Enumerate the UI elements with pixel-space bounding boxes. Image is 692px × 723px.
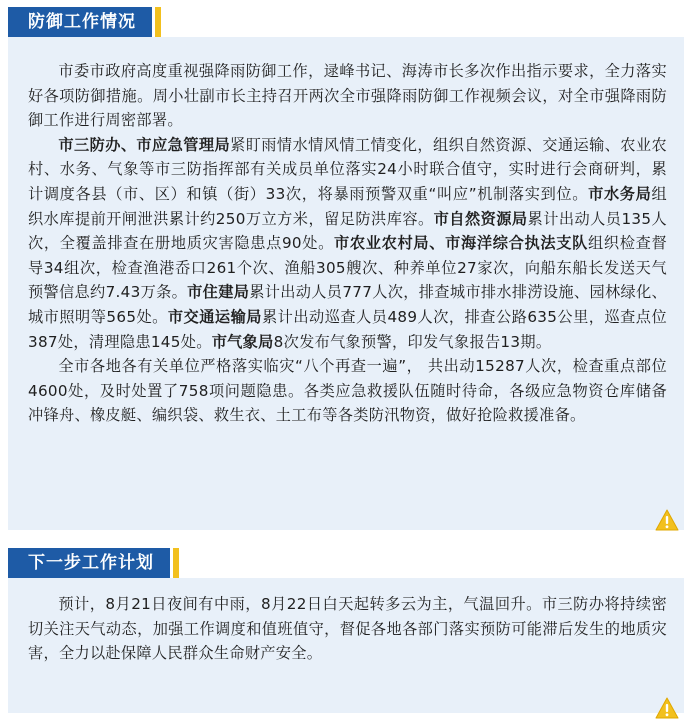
department-action: 累计出动巡查人员489人次，排查公路635公里，巡查点位387处，清理隐患145处。 (28, 307, 667, 351)
warning-triangle-icon (655, 697, 679, 719)
section-title: 防御工作情况 (8, 7, 152, 37)
department-action: 8次发布气象预警，印发气象报告13期。 (273, 332, 552, 351)
department-name: 市三防办、市应急管理局 (58, 135, 231, 154)
paragraph-plan: 预计，8月21日夜间有中雨，8月22日白天起转多云为主，气温回升。市三防办将持续密切关注天气动态，加强工作调度和值班值守，督促各地各部门落实预防可能滞后发生的地质灾害，全力以赴保障人民群众生命财产安全。 (28, 595, 667, 663)
section-header-next-plan (8, 548, 179, 578)
next-plan-content-panel (8, 578, 684, 713)
defense-content-panel (8, 37, 684, 530)
paragraph-departments (28, 133, 667, 354)
department-name: 市气象局 (211, 332, 274, 351)
department-action: 紧盯雨情水情风情工情变化，组织自然资源、交通运输、农业农村、水务、气象等市三防指挥部有关成员单位落实24小时联合值守，实时进行会商研判，累计调度各县（市、区）和镇（街）33次，将暴雨预警双重“叫应”机制落实到位。 (28, 135, 667, 203)
paragraph-summary: 全市各地各有关单位严格落实临灾“八个再查一遍”， 共出动15287人次，检查重点部位4600处，及时处置了758项问题隐患。各类应急救援队伍随时待命，各级应急物资仓库储备冲锋舟、橡皮艇、编织袋、救生衣、土工布等各类防汛物资，做好抢险救援准备。 (28, 357, 667, 425)
department-name: 市交通运输局 (167, 307, 262, 326)
title-accent-bar (173, 548, 179, 578)
department-name: 市自然资源局 (433, 209, 528, 228)
title-accent-bar (155, 7, 161, 37)
department-action: 组织水库提前开闸泄洪累计约250万立方米，留足防洪库容。 (28, 184, 667, 228)
department-action: 组织检查督导34组次，检查渔港岙口261个次、渔船305艘次、种养单位27家次，向船东船长发送天气预警信息约7.43万条。 (28, 234, 667, 302)
warning-triangle-icon (655, 509, 679, 531)
department-name: 市住建局 (187, 283, 250, 302)
department-name: 市农业农村局、市海洋综合执法支队 (334, 234, 589, 253)
section-title: 下一步工作计划 (8, 548, 170, 578)
section-header-defense (8, 7, 161, 37)
department-action: 累计出动人员777人次，排查城市排水排涝设施、园林绿化、城市照明等565处。 (28, 283, 667, 326)
department-name: 市水务局 (588, 184, 652, 203)
paragraph-intro: 市委市政府高度重视强降雨防御工作，逯峰书记、海涛市长多次作出指示要求，全力落实好各项防御措施。周小壮副市长主持召开两次全市强降雨防御工作视频会议，对全市强降雨防御工作进行周密部署。 (28, 62, 667, 130)
department-action: 累计出动人员135人次，全覆盖排查在册地质灾害隐患点90处。 (28, 209, 667, 253)
